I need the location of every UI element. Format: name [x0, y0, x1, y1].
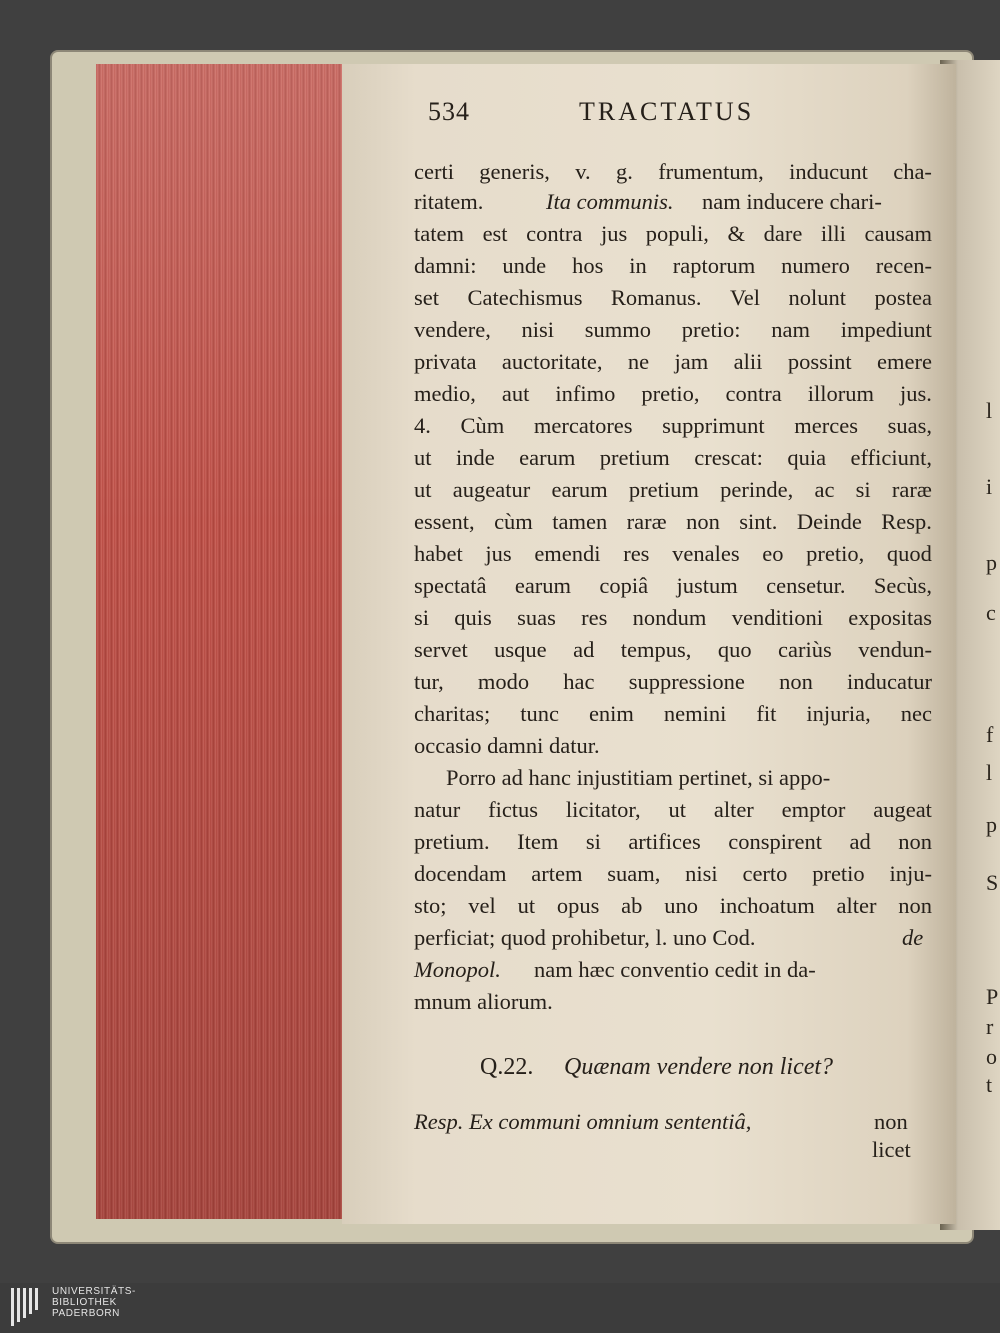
text-line: 4. Cùm mercatores supprimunt merces suas, [414, 413, 932, 438]
text-line: mnum aliorum. [414, 989, 553, 1014]
text-line: vendere, nisi summo pretio: nam impediunt [414, 317, 932, 342]
facing-letter: p [986, 812, 997, 837]
running-title: TRACTATUS [579, 97, 755, 126]
page-header [414, 97, 934, 141]
text-line: ut inde earum pretium crescat: quia efficiunt, [414, 445, 932, 470]
text-line: essent, cùm tamen raræ non sint. Deinde Resp. [414, 509, 932, 534]
text-line: perficiat; quod prohibetur, l. uno Cod. [414, 925, 756, 950]
text-line-italic: de [902, 925, 924, 950]
text-line: pretium. Item si artifices conspirent ad non [414, 829, 932, 854]
question-text: Quænam vendere non licet? [564, 1054, 834, 1080]
text-line: certi generis, v. g. frumentum, inducunt cha- [414, 159, 932, 184]
text-line: tur, modo hac suppressione non inducatur [414, 669, 932, 694]
text-line: sto; vel ut opus ab uno inchoatum alter non [414, 893, 932, 918]
facing-letter: S [986, 870, 999, 895]
text-line: privata auctoritate, ne jam alii possint emere [414, 349, 932, 374]
facing-letter: l [986, 760, 993, 785]
text-line: set Catechismus Romanus. Vel nolunt postea [414, 285, 932, 310]
page-number: 534 [428, 97, 470, 126]
text-line: docendam artem suam, nisi certo pretio inju- [414, 861, 932, 886]
footer-bar [0, 1283, 1000, 1333]
text-line: nam hæc conventio cedit in da- [534, 957, 816, 982]
text-line: tatem est contra jus populi, & dare illi causam [414, 221, 932, 246]
text-line: damni: unde hos in raptorum numero recen- [414, 253, 932, 278]
facing-letter: l [986, 398, 993, 423]
text-line: nam inducere chari- [702, 189, 882, 214]
text-line: ritatem. [414, 189, 484, 214]
text-line-italic: Monopol. [414, 957, 501, 982]
text-line: natur fictus licitator, ut alter emptor augeat [414, 797, 932, 822]
facing-letter: t [986, 1072, 993, 1097]
question-label: Q.22. [480, 1054, 534, 1080]
facing-letter: o [986, 1044, 997, 1069]
logo-line-1: UNIVERSITÄTS- [52, 1286, 136, 1297]
facing-letter: c [986, 600, 996, 625]
library-logo-icon [9, 1286, 45, 1328]
edge-shading [96, 64, 344, 1219]
text-line: servet usque ad tempus, quo cariùs vendun- [414, 637, 932, 662]
facing-letter: i [986, 474, 993, 499]
logo-line-2: BIBLIOTHEK [52, 1297, 117, 1308]
catchword: licet [872, 1137, 911, 1162]
text-line-italic: Ita communis. [546, 189, 674, 214]
text-line: medio, aut infimo pretio, contra illorum jus. [414, 381, 932, 406]
answer-end: non [874, 1109, 908, 1134]
facing-letter: P [986, 984, 999, 1009]
facing-letter: f [986, 722, 994, 747]
text-line: habet jus emendi res venales eo pretio, quod [414, 541, 932, 566]
text-line: charitas; tunc enim nemini fit injuria, nec [414, 701, 932, 726]
text-line: si quis suas res nondum venditioni expositas [414, 605, 932, 630]
answer-text: Resp. Ex communi omnium sententiâ, [414, 1109, 752, 1134]
text-line: Porro ad hanc injustitiam pertinet, si appo- [446, 765, 831, 790]
library-logo-text [52, 1286, 136, 1319]
facing-page-letters [986, 0, 1000, 1283]
page-text [414, 97, 934, 1162]
text-line: ut augeatur earum pretium perinde, ac si raræ [414, 477, 932, 502]
facing-letter: p [986, 550, 997, 575]
facing-letter: r [986, 1014, 994, 1039]
text-line: occasio damni datur. [414, 733, 600, 758]
text-line: spectatâ earum copiâ justum censetur. Secùs, [414, 573, 932, 598]
logo-line-3: PADERBORN [52, 1308, 121, 1319]
